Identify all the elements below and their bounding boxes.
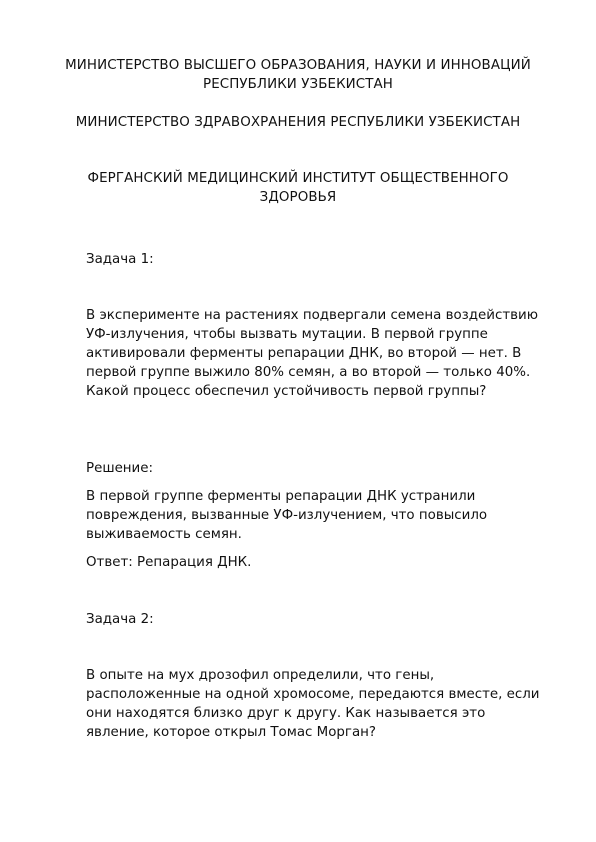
solution1-answer: Ответ: Репарация ДНК. — [86, 555, 252, 570]
task2-title: Задача 2: — [86, 612, 154, 627]
task1-title: Задача 1: — [86, 252, 154, 267]
ministry-higher-education-heading: МИНИСТЕРСТВО ВЫСШЕГО ОБРАЗОВАНИЯ, НАУКИ И ИННОВАЦИЙ РЕСПУБЛИКИ УЗБЕКИСТАН — [65, 58, 531, 92]
solution1-title: Решение: — [86, 461, 154, 476]
solution1-text: В первой группе ферменты репарации ДНК устранили повреждения, вызванные УФ-излучением, что повысило выживаемость семян. — [86, 489, 488, 542]
institute-heading: ФЕРГАНСКИЙ МЕДИЦИНСКИЙ ИНСТИТУТ ОБЩЕСТВЕННОГО ЗДОРОВЬЯ — [87, 171, 509, 205]
ministry-health-heading: МИНИСТЕРСТВО ЗДРАВОХРАНЕНИЯ РЕСПУБЛИКИ УЗБЕКИСТАН — [75, 115, 521, 130]
task1-text: В эксперименте на растениях подвергали семена воздействию УФ-излучения, чтобы вызвать мутации. В первой группе активировали ферменты репарации ДНК, во второй — нет. В первой группе выжило 80% семян, а во второй — только 40%. Какой процесс обеспечил устойчивость первой группы? — [86, 308, 539, 399]
task2-text: В опыте на мух дрозофил определили, что гены, расположенные на одной хромосоме, передаются вместе, если они находятся близко друг к другу. Как называется это явление, которое открыл Томас Морган? — [86, 668, 540, 740]
